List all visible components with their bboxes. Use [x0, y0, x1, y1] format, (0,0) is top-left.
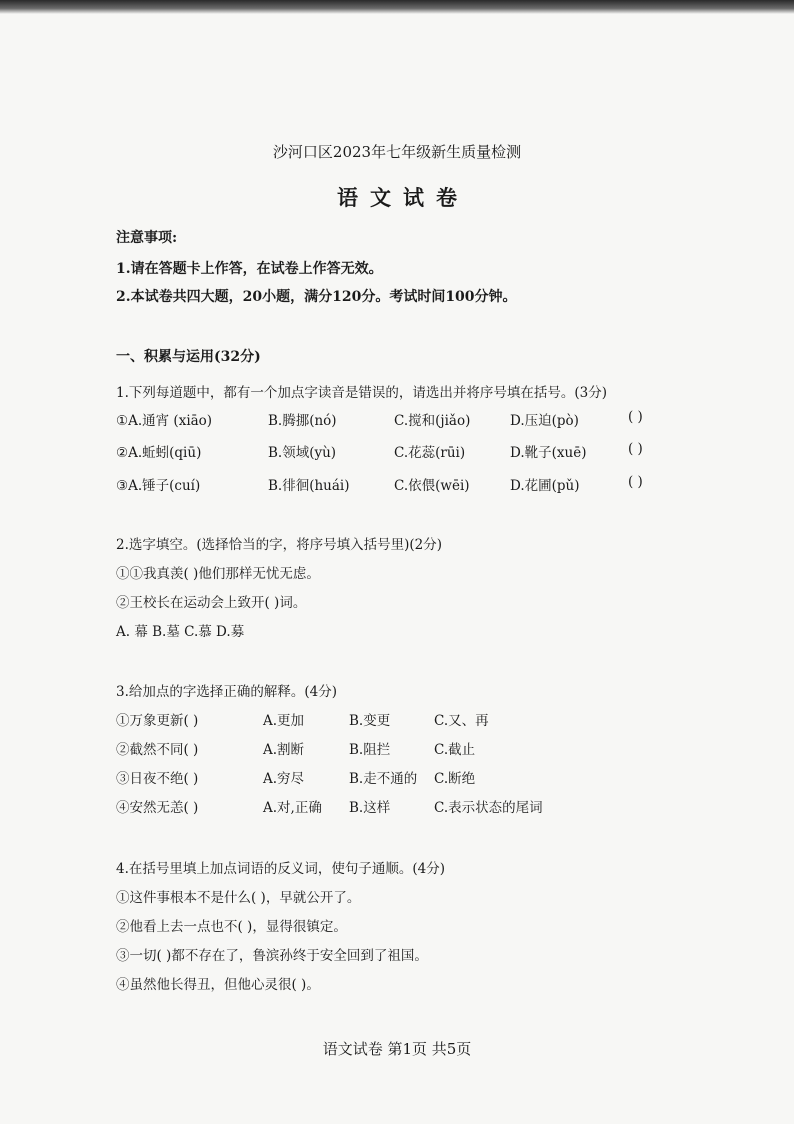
q1-row-3-option-b: B.徘徊(huái)	[268, 478, 350, 494]
q3-row-3-option-b: B.走不通的	[349, 771, 418, 787]
q3-row-4-option-a: A.对,正确	[263, 800, 322, 816]
exam-subtitle: 语文试卷	[337, 185, 469, 210]
q1-row-2-option-d: D.靴子(xuē)	[510, 445, 587, 461]
q3-row-2-option-a: A.割断	[263, 742, 305, 758]
q3-row-4-item: ④安然无恙( )	[116, 800, 199, 816]
q1-row-2	[116, 441, 716, 465]
q3-row-4-option-c: C.表示状态的尾词	[434, 800, 543, 816]
notice-heading: 注意事项:	[116, 230, 178, 246]
page-footer: 语文试卷 第1页 共5页	[322, 1040, 472, 1058]
scan-top-edge	[0, 0, 794, 14]
notice-item-1: 1.请在答题卡上作答，在试卷上作答无效。	[116, 261, 383, 277]
q3-row-2-option-c: C.截止	[434, 742, 476, 758]
q1-row-1-answer-blank: ( )	[628, 409, 643, 425]
q4-item-4: ④虽然他长得丑，但他心灵很( )。	[116, 977, 320, 993]
q1-row-2-answer-blank: ( )	[628, 441, 643, 457]
q1-row-1-option-b: B.腾挪(nó)	[268, 413, 337, 429]
q4-item-2: ②他看上去一点也不( )，显得很镇定。	[116, 919, 347, 935]
q2-choices: A. 幕 B.墓 C.慕 D.募	[116, 624, 245, 640]
q3-row-3-option-c: C.断绝	[434, 771, 476, 787]
q1-row-2-option-b: B.领域(yù)	[268, 445, 337, 461]
q3-row-3	[116, 767, 576, 791]
q4-item-1: ①这件事根本不是什么( )，早就公开了。	[116, 890, 361, 906]
q3-row-1	[116, 709, 576, 733]
q4-item-3: ③一切( )都不存在了，鲁滨孙终于安全回到了祖国。	[116, 948, 428, 964]
q3-row-4-option-b: B.这样	[349, 800, 391, 816]
q1-row-3-option-a: ③A.锤子(cuí)	[116, 478, 201, 494]
q3-row-1-option-c: C.又、再	[434, 713, 489, 729]
q3-row-2-option-b: B.阻拦	[349, 742, 391, 758]
q1-row-3-option-c: C.依偎(wēi)	[394, 478, 470, 494]
section-1-heading: 一、积累与运用(32分)	[116, 349, 261, 365]
q3-prompt: 3.给加点的字选择正确的解释。(4分)	[116, 684, 338, 700]
q3-row-2-item: ②截然不同( )	[116, 742, 199, 758]
q4-prompt: 4.在括号里填上加点词语的反义词，使句子通顺。(4分)	[116, 861, 446, 877]
q3-row-1-option-a: A.更加	[263, 713, 305, 729]
notice-item-2: 2.本试卷共四大题，20小题，满分120分。考试时间100分钟。	[116, 289, 517, 305]
q3-row-1-option-b: B.变更	[349, 713, 391, 729]
q1-row-2-option-c: C.花蕊(rūi)	[394, 445, 466, 461]
q1-row-1-option-c: C.搅和(jiǎo)	[394, 413, 471, 429]
q3-row-2	[116, 738, 576, 762]
q3-row-1-item: ①万象更新( )	[116, 713, 199, 729]
q1-row-1	[116, 409, 716, 433]
q3-row-4	[116, 796, 576, 820]
q1-row-1-option-a: ①A.通宵 (xiāo)	[116, 413, 213, 429]
q1-row-3-option-d: D.花圃(pǔ)	[510, 478, 580, 494]
q1-row-1-option-d: D.压迫(pò)	[510, 413, 579, 429]
q3-row-3-option-a: A.穷尽	[263, 771, 305, 787]
exam-title: 沙河口区2023年七年级新生质量检测	[272, 143, 522, 161]
q2-item-2: ②王校长在运动会上致开( )词。	[116, 595, 307, 611]
q1-row-3	[116, 474, 716, 498]
q3-row-3-item: ③日夜不绝( )	[116, 771, 199, 787]
q1-prompt: 1.下列每道题中，都有一个加点字读音是错误的，请选出并将序号填在括号。(3分)	[116, 385, 608, 401]
q1-row-2-option-a: ②A.蚯蚓(qiū)	[116, 445, 202, 461]
q1-row-3-answer-blank: ( )	[628, 474, 643, 490]
q2-prompt: 2.选字填空。(选择恰当的字，将序号填入括号里)(2分)	[116, 537, 443, 553]
q2-item-1: ①①我真羡( )他们那样无忧无虑。	[116, 566, 320, 582]
